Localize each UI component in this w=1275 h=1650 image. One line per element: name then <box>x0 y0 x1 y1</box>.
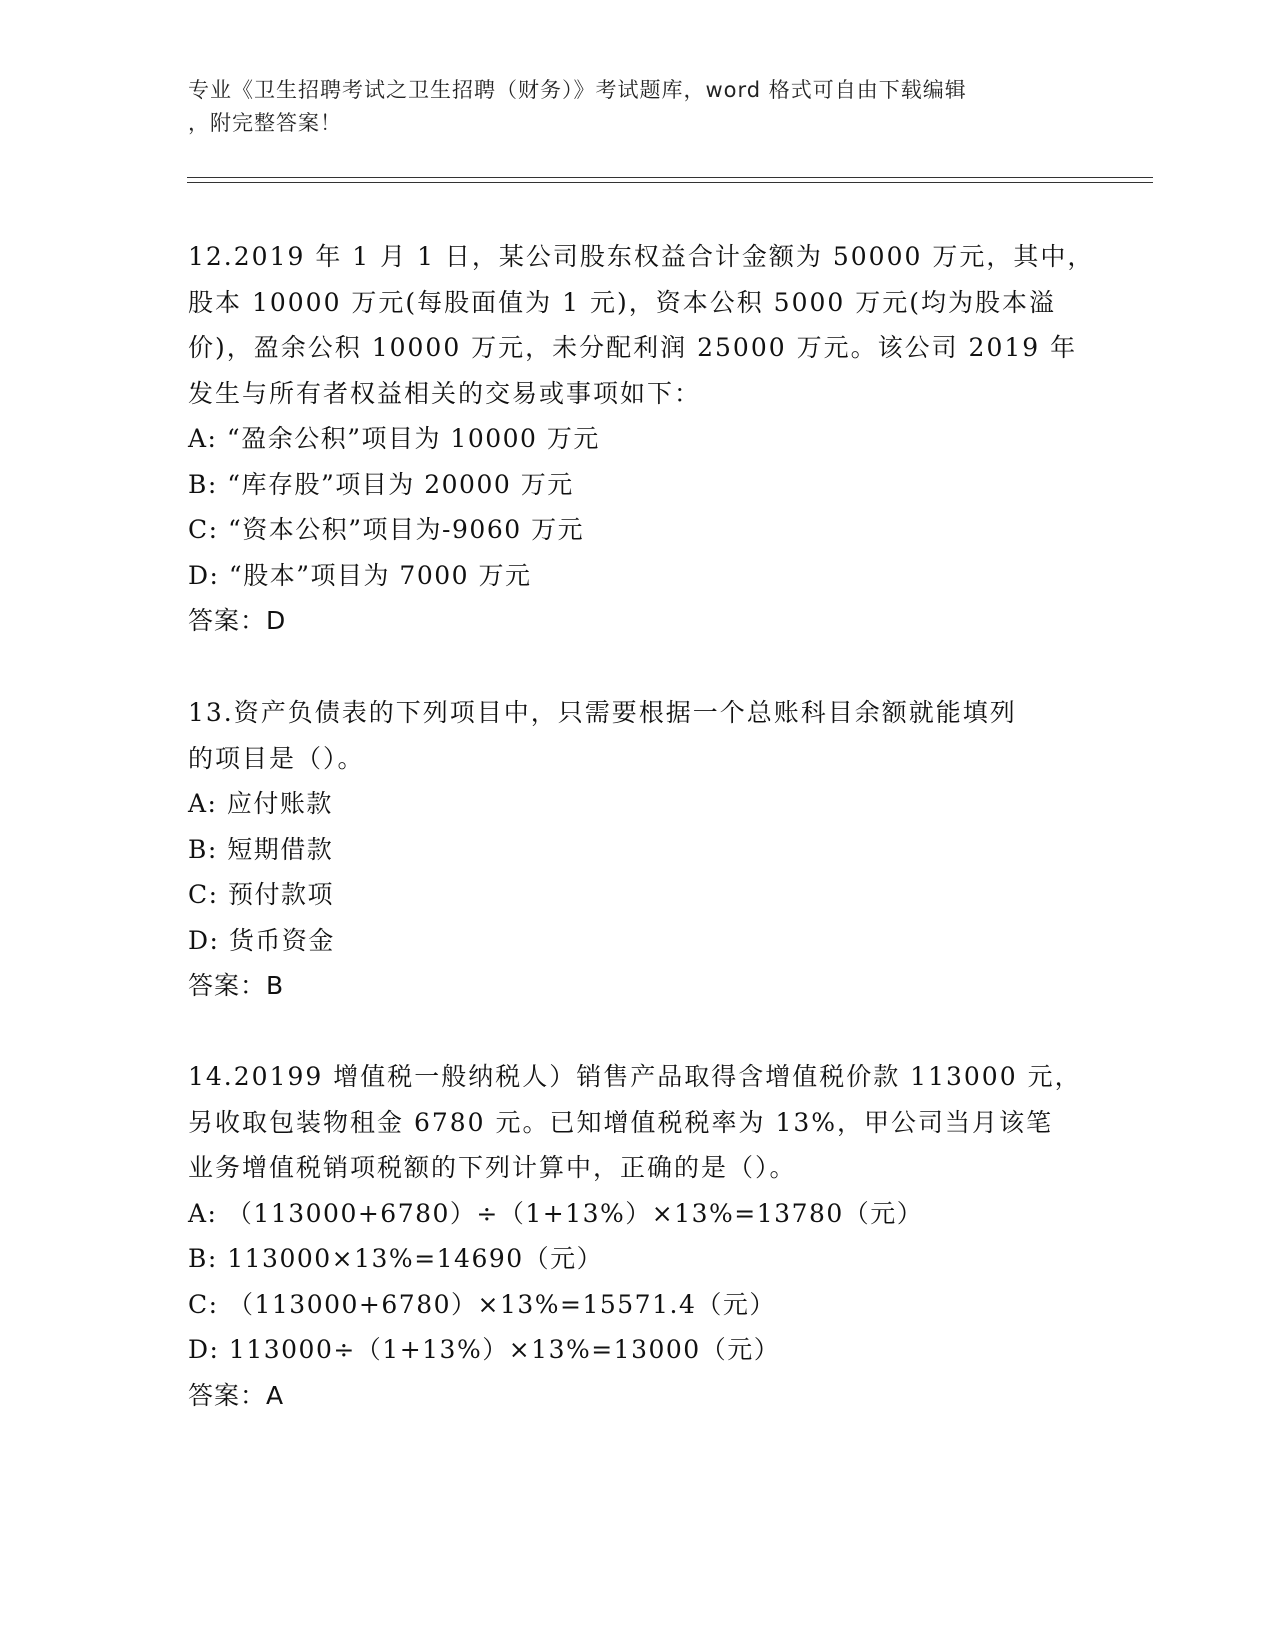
question-14 <box>188 1054 1088 1418</box>
option-d: D: 113000÷（1+13%）×13%=13000（元） <box>188 1335 781 1364</box>
option-c: C: “资本公积”项目为-9060 万元 <box>188 515 585 544</box>
header-line-2: ，附完整答案！ <box>188 111 342 135</box>
question-text-line: 发生与所有者权益相关的交易或事项如下： <box>188 378 702 408</box>
option-c: C: （113000+6780）×13%=15571.4（元） <box>188 1289 776 1319</box>
question-text-line: 另收取包装物租金 6780 元。已知增值税税率为 13%，甲公司当月该笔 <box>188 1107 1054 1137</box>
question-text-line: 业务增值税销项税额的下列计算中，正确的是（）。 <box>188 1153 797 1182</box>
option-a: A: “盈余公积”项目为 10000 万元 <box>188 424 600 453</box>
answer-line: 答案：D <box>188 606 287 635</box>
option-c: C: 预付款项 <box>188 880 334 909</box>
answer-line: 答案：B <box>188 971 285 1000</box>
question-text-line: 价)，盈余公积 10000 万元，未分配利润 25000 万元。该公司 2019 年 <box>188 333 1078 362</box>
option-a: A: （113000+6780）÷（1+13%）×13%=13780（元） <box>188 1198 924 1228</box>
header-divider-bottom <box>187 182 1153 183</box>
option-b: B: “库存股”项目为 20000 万元 <box>188 469 574 499</box>
question-13 <box>188 690 1088 1009</box>
option-a: A: 应付账款 <box>188 789 333 818</box>
question-text-line: 12.2019 年 1 月 1 日，某公司股东权益合计金额为 50000 万元，其中， <box>188 242 1095 271</box>
question-12 <box>188 234 1095 644</box>
document-header <box>188 74 1088 140</box>
question-text-line: 的项目是（）。 <box>188 743 365 773</box>
option-b: B: 113000×13%=14690（元） <box>188 1244 604 1273</box>
question-text-line: 股本 10000 万元(每股面值为 1 元)，资本公积 5000 万元(均为股本溢 <box>188 287 1057 317</box>
option-d: D: 货币资金 <box>188 925 335 955</box>
question-text-line: 13.资产负债表的下列项目中，只需要根据一个总账科目余额就能填列 <box>188 698 1017 727</box>
question-text-line: 14.20199 增值税一般纳税人）销售产品取得含增值税价款 113000 元， <box>188 1062 1082 1091</box>
header-line-1: 专业《卫生招聘考试之卫生招聘（财务）》考试题库，word 格式可自由下载编辑 <box>188 78 967 102</box>
option-d: D: “股本”项目为 7000 万元 <box>188 560 532 590</box>
answer-line: 答案：A <box>188 1380 285 1410</box>
header-divider-top <box>187 177 1153 178</box>
option-b: B: 短期借款 <box>188 834 334 864</box>
